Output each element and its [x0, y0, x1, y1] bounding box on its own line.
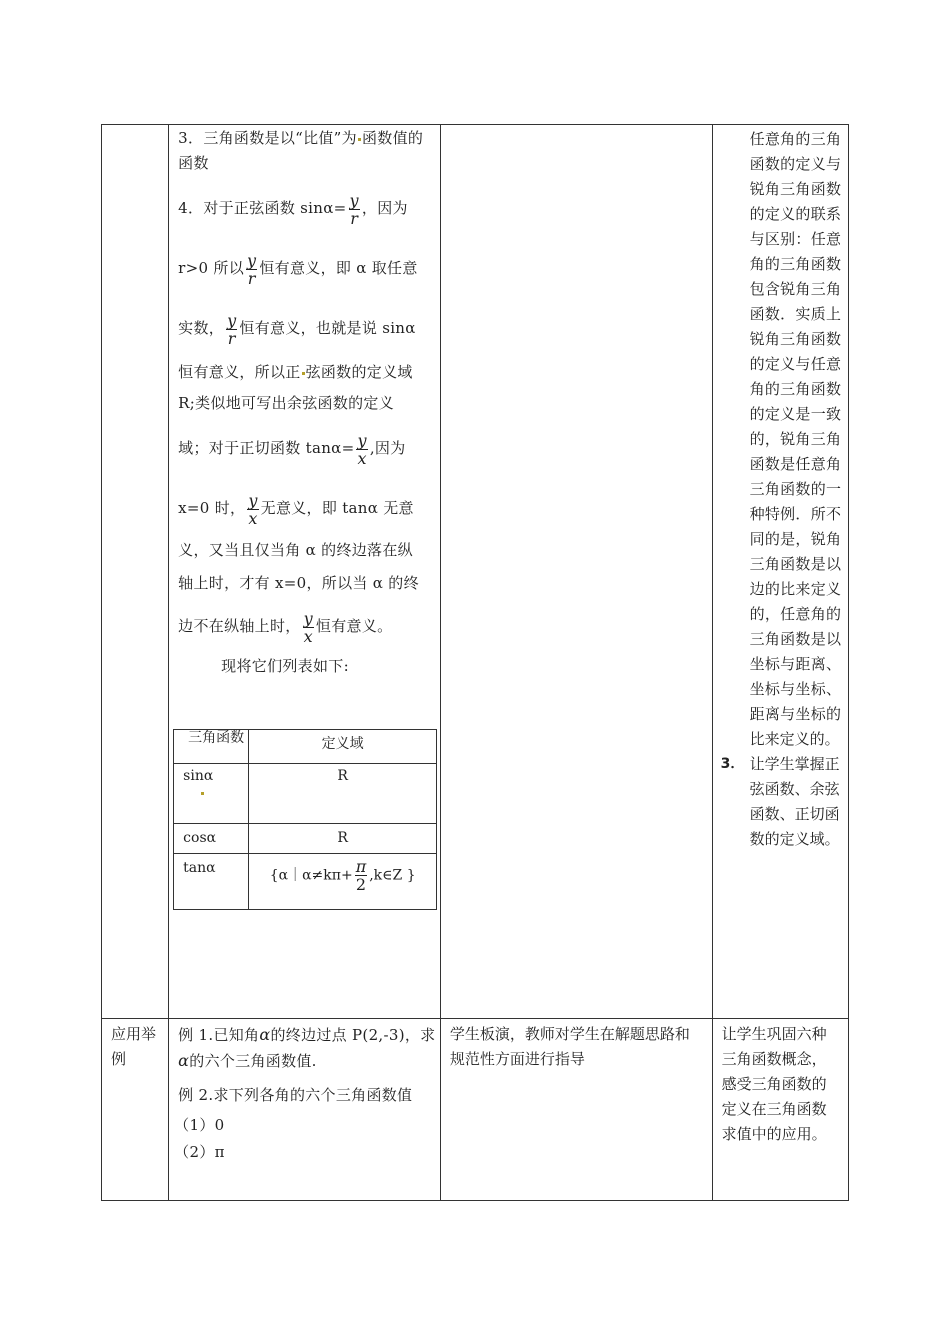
lesson-row-concept	[102, 125, 849, 1019]
fraction-pi-over-2	[355, 858, 368, 893]
point-9	[169, 420, 440, 476]
point-4	[169, 180, 440, 236]
frac-den: x	[303, 626, 313, 646]
domain-row-sin	[174, 764, 437, 824]
domain-cos: R	[249, 824, 437, 854]
intent-text: 任意角的三角函数的定义与锐角三角函数的定义的联系与区别：任意角的三角函数包含锐角三角函数．实质上锐角三角函数的定义与任意角的三角函数的定义是一致的，锐角三角函数是任意角三角函数的一种特例．所不同的是，锐角三角函数是以边的比来定义的，任意角的三角函数是以坐标与距离、坐标与坐标、距离与坐标的比来定义的。	[749, 130, 841, 748]
intent-cell-concept	[712, 125, 848, 1019]
frac-num: π	[355, 857, 367, 876]
frac-num: y	[303, 608, 313, 628]
point-11: 义，又当且仅当角 α 的终边落在纵	[178, 541, 413, 559]
intent-example-text: 让学生巩固六种三角函数概念，感受三角函数的定义在三角函数求值中的应用。	[721, 1024, 827, 1143]
domain-sin: R	[249, 764, 437, 824]
example-1-text-a: 例 1.已知角	[178, 1025, 260, 1044]
lesson-row-example	[102, 1018, 849, 1200]
func-sin-label: sinα	[183, 768, 214, 784]
content-cell-domain	[169, 125, 441, 1019]
example-2-item-2: （2）π	[174, 1142, 225, 1161]
point-3-text-b: 函数值的函数	[178, 129, 424, 172]
header-func: 三角函数	[174, 730, 249, 764]
stage-label: 应用举例	[111, 1024, 157, 1068]
alpha-symbol: α	[259, 1024, 271, 1044]
fraction-y-over-x	[247, 492, 258, 527]
frac-den: x	[248, 508, 258, 528]
example-2: 例 2.求下列各角的六个三角函数值	[178, 1085, 413, 1104]
point-4-text-a: 4．对于正弦函数 sinα=	[178, 199, 347, 217]
fraction-y-over-r	[226, 312, 237, 347]
content-cell-example	[169, 1018, 441, 1200]
fraction-y-over-x	[303, 610, 314, 645]
frac-den: r	[227, 328, 236, 348]
point-3	[169, 126, 440, 176]
frac-num: y	[247, 250, 257, 270]
item-3-number: 3．	[720, 756, 745, 772]
func-sin	[174, 764, 249, 824]
point-13-text-b: 恒有意义。	[315, 617, 393, 635]
point-8: R;类似地可写出余弦函数的定义	[178, 394, 395, 412]
frac-num: y	[248, 490, 258, 510]
frac-den: x	[357, 448, 367, 468]
point-6	[169, 300, 440, 356]
stage-cell-empty	[102, 125, 169, 1019]
point-13-text-a: 边不在纵轴上时，	[178, 617, 301, 635]
fraction-y-over-x	[356, 432, 367, 467]
point-4-text-b: ，因为	[361, 199, 408, 217]
fraction-y-over-r	[246, 252, 257, 287]
domain-table	[173, 729, 437, 910]
table-intro: 现将它们列表如下:	[221, 657, 349, 675]
activity-cell-example	[440, 1018, 712, 1200]
header-domain: 定义域	[249, 730, 437, 764]
point-6-text-a: 实数，	[178, 319, 225, 337]
func-cos: cosα	[174, 824, 249, 854]
point-9-text-b: ,因为	[369, 439, 406, 457]
lesson-table	[101, 124, 849, 1201]
point-3-text-a: 3．三角函数是以“比值”为	[178, 129, 357, 147]
point-7	[169, 360, 440, 385]
domain-tan-b: ,k∈Z }	[369, 867, 416, 884]
point-7-text-a: 恒有意义，所以正	[178, 363, 301, 381]
frac-den: r	[350, 208, 359, 228]
point-5-text-a: r>0 所以	[178, 259, 245, 277]
frac-num: y	[227, 310, 237, 330]
example-1	[169, 1022, 440, 1074]
frac-den: 2	[355, 875, 367, 894]
example-2-item-1: （1）0	[174, 1115, 225, 1134]
activity-cell-empty	[440, 125, 712, 1019]
point-9-text-a: 域；对于正切函数 tanα=	[178, 439, 355, 457]
domain-row-tan	[174, 854, 437, 910]
point-6-text-b: 恒有意义，也就是说 sinα	[239, 319, 416, 337]
intent-cell-example	[712, 1018, 848, 1200]
point-13	[169, 598, 440, 654]
domain-tan	[249, 854, 437, 910]
func-tan: tanα	[174, 854, 249, 910]
intent-item-3	[713, 752, 848, 852]
point-5-text-b: 恒有意义，即 α 取任意	[259, 259, 418, 277]
alpha-symbol: α	[178, 1050, 190, 1070]
point-10-text-a: x=0 时，	[178, 499, 246, 517]
domain-table-header	[174, 730, 437, 764]
point-10	[169, 480, 440, 536]
activity-text: 学生板演，教师对学生在解题思路和规范性方面进行指导	[449, 1024, 690, 1068]
domain-row-cos	[174, 824, 437, 854]
frac-den: r	[247, 268, 256, 288]
point-12: 轴上时，才有 x=0，所以当 α 的终	[178, 574, 419, 592]
point-5	[169, 240, 440, 296]
point-7-text-b: 弦函数的定义域	[305, 363, 413, 381]
point-10-text-b: 无意义，即 tanα 无意	[260, 499, 414, 517]
frac-num: y	[349, 190, 359, 210]
fraction-y-over-r	[349, 192, 360, 227]
frac-num: y	[357, 430, 367, 450]
item-3-text: 让学生掌握正弦函数、余弦函数、正切函数的定义域。	[749, 755, 840, 848]
example-1-text-c: 的六个三角函数值.	[189, 1051, 317, 1070]
stage-cell-example	[102, 1018, 169, 1200]
example-1-text-b: 的终边过点 P(2,-3)，求	[270, 1025, 436, 1044]
domain-tan-a: {α｜α≠kπ+	[269, 867, 353, 884]
